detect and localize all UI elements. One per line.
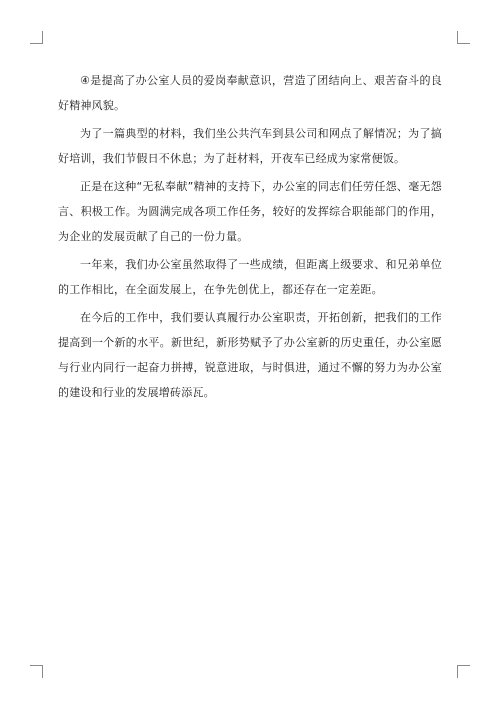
page-corner-mark-top-right [457, 31, 470, 44]
page-corner-mark-bottom-left [30, 665, 43, 678]
paragraph-5: 在今后的工作中，我们要认真履行办公室职责，开拓创新，把我们的工作提高到一个新的水平。新世纪，新形势赋予了办公室新的历史重任，办公室愿与行业内同行一起奋力拼搏，锐意进取，与时俱进，通过不懈的努力为办公室的建设和行业的发展增砖添瓦。 [58, 311, 442, 399]
paragraph-4: 一年来，我们办公室虽然取得了一些成绩，但距离上级要求、和兄弟单位的工作相比，在全面发展上，在争先创优上，都还存在一定差距。 [58, 258, 442, 296]
paragraph-1: ④是提高了办公室人员的爱岗奉献意识，营造了团结向上、艰苦奋斗的良好精神风貌。 [58, 74, 442, 112]
page-corner-mark-bottom-right [457, 665, 470, 678]
paragraph-3: 正是在这种“无私奉献”精神的支持下，办公室的同志们任劳任怨、毫无怨言、积极工作。为圆满完成各项工作任务，较好的发挥综合职能部门的作用，为企业的发展贡献了自己的一份力量。 [58, 180, 442, 243]
document-body [58, 68, 442, 408]
paragraph-2: 为了一篇典型的材料，我们坐公共汽车到县公司和网点了解情况；为了搞好培训，我们节假日不休息；为了赶材料，开夜车已经成为家常便饭。 [58, 127, 442, 165]
page-corner-mark-top-left [30, 31, 43, 44]
